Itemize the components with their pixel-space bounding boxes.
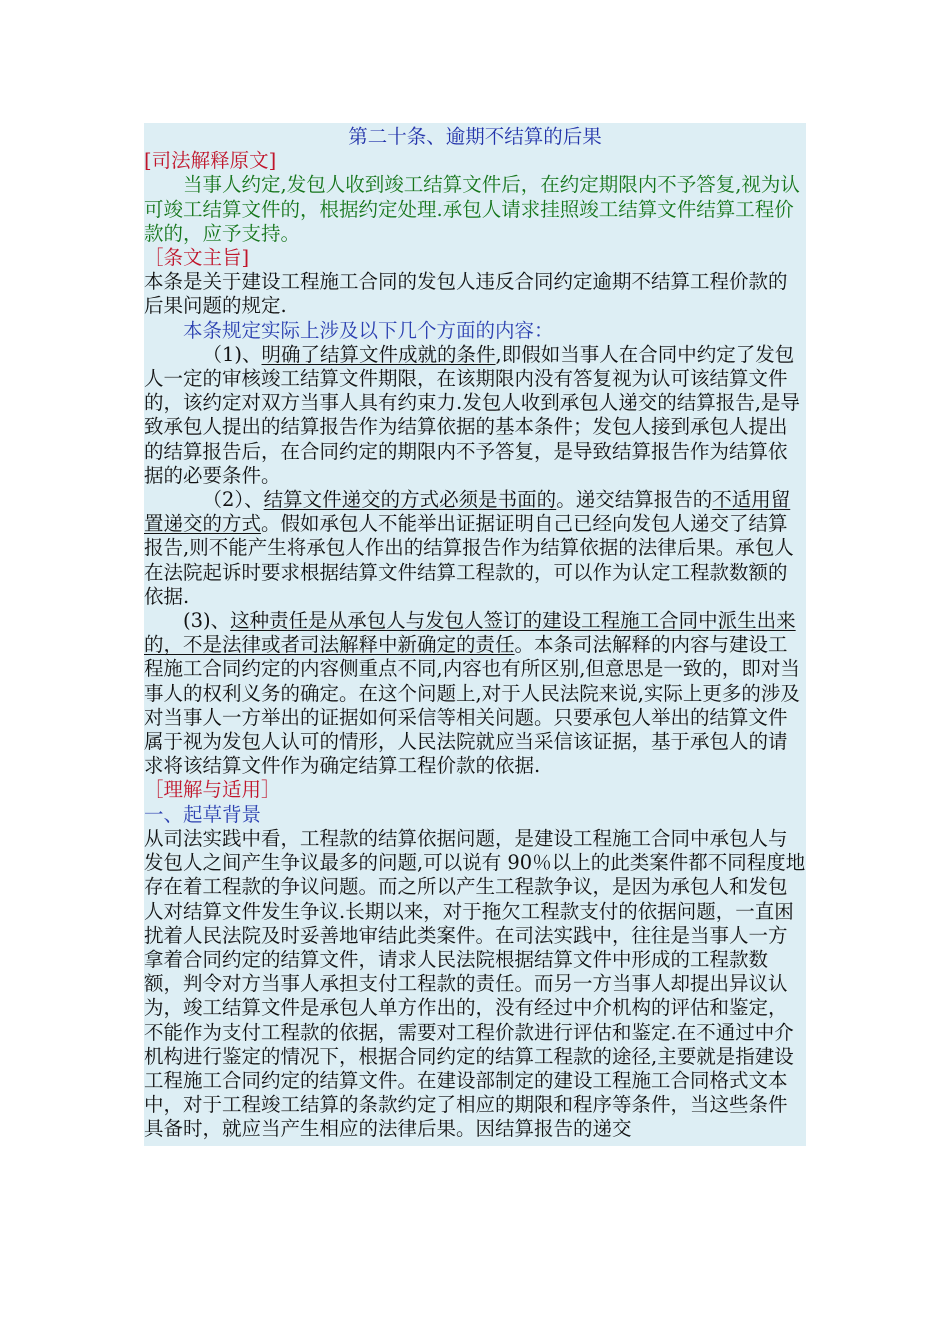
item-2-number: （2）、 — [202, 488, 264, 512]
item-3-paragraph — [144, 609, 806, 778]
item-1-underlined-text: 明确了结算文件成就的条件 — [261, 342, 496, 366]
aspects-intro: 本条规定实际上涉及以下几个方面的内容： — [183, 318, 554, 342]
understanding-heading: ［理解与适用］ — [144, 778, 281, 802]
item-3-text: 。本条司法解释的内容与建设工程施工合同约定的内容侧重点不同,内容也有所区别,但意思是一致的，即对当事人的权利义务的确定。在这个问题上,对于人民法院来说,实际上更多的涉及对当事人一方举出的证据如何采信等相关问题。只要承包人举出的结算文件属于视为发包人认可的情形，人民法院就应当采信该证据，基于承包人的请求将该结算文件作为确定结算工程价款的依据. — [144, 633, 800, 778]
item-2-paragraph — [144, 488, 806, 609]
item-1-number: （1)、 — [202, 342, 262, 366]
background-paragraph: 从司法实践中看，工程款的结算依据问题，是建设工程施工合同中承包人与发包人之间产生争议最多的问题,可以说有 90％以上的此类案件都不同程度地存在着工程款的争议问题。而之所以产生工程款争议，是因为承包人和发包人对结算文件发生争议.长期以来，对于拖欠工程款支付的依据问题，一直困扰着人民法院及时妥善地审结此类案件。在司法实践中，往往是当事人一方拿着合同约定的结算文件，请求人民法院根据结算文件中形成的工程款数额，判令对方当事人承担支付工程款的责任。而另一方当事人却提出异议认为，竣工结算文件是承包人单方作出的，没有经过中介机构的评估和鉴定，不能作为支付工程款的依据，需要对工程价款进行评估和鉴定.在不通过中介机构进行鉴定的情况下，根据合同约定的结算工程款的途径,主要就是指建设工程施工合同约定的结算文件。在建设部制定的建设工程施工合同格式文本中，对于工程竣工结算的条款约定了相应的期限和程序等条件，当这些条件具备时，就应当产生相应的法律后果。因结算报告的递交 — [144, 826, 806, 1141]
item-2-mid-text: 。递交结算报告的 — [556, 488, 713, 512]
item-1-text: ,即假如当事人在合同中约定了发包人一定的审核竣工结算文件期限，在该期限内没有答复视为认可该结算文件的，该约定对双方当事人具有约束力.发包人收到承包人递交的结算报告,是导致承包人提出的结算报告作为结算依据的基本条件；发包人接到承包人提出的结算报告后，在合同约定的期限内不予答复，是导致结算报告作为结算依据的必要条件。 — [144, 342, 800, 487]
background-heading: 一、起草背景 — [144, 802, 262, 826]
item-1-paragraph — [144, 343, 806, 488]
purpose-heading: ［条文主旨] — [144, 246, 250, 270]
page-title: 第二十条、逾期不结算的后果 — [348, 125, 602, 148]
item-2-underlined-text-2: 不适用留置递交的方式 — [144, 488, 791, 536]
purpose-paragraph: 本条是关于建设工程施工合同的发包人违反合同约定逾期不结算工程价款的后果问题的规定. — [144, 270, 788, 318]
original-text-paragraph: 当事人约定,发包人收到竣工结算文件后，在约定期限内不予答复,视为认可竣工结算文件的，根据约定处理.承包人请求挂照竣工结算文件结算工程价款的，应予支持。 — [144, 173, 800, 245]
item-3-underlined-text: 这种责任是从承包人与发包人签订的建设工程施工合同中派生出来的，不是法律或者司法解释中新确定的责任 — [144, 609, 796, 657]
item-3-number: (3)、 — [183, 609, 231, 633]
original-text-heading: [司法解释原文] — [144, 149, 277, 173]
item-2-text: 。假如承包人不能举出证据证明自己已经向发包人递交了结算报告,则不能产生将承包人作出的结算报告作为结算依据的法律后果。承包人在法院起诉时要求根据结算文件结算工程款的，可以作为认定工程款数额的依据. — [144, 512, 794, 608]
item-2-underlined-text-1: 结算文件递交的方式必须是书面的 — [263, 488, 557, 512]
document-panel — [144, 123, 806, 1146]
